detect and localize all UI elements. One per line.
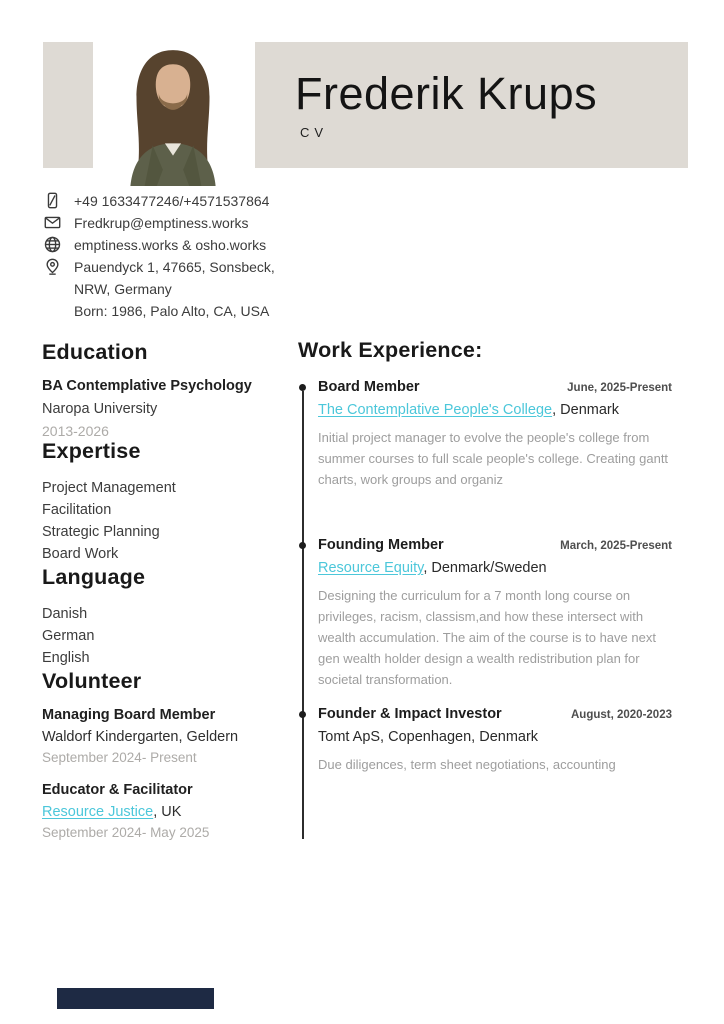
work-dates: June, 2025-Present: [567, 382, 672, 394]
organization: [318, 560, 672, 576]
org-link[interactable]: Resource Justice: [42, 804, 154, 820]
expertise-item: Project Management: [42, 480, 176, 496]
address-line-1: Pauendyck 1, 47665, Sonsbeck,: [74, 259, 275, 275]
language-list: [42, 603, 294, 669]
volunteer-role: Managing Board Member: [42, 707, 216, 723]
volunteer-heading: Volunteer: [42, 669, 142, 693]
education-degree: BA Contemplative Psychology: [42, 378, 252, 394]
work-dates: August, 2020-2023: [571, 709, 672, 722]
email-address: Fredkrup@emptiness.works: [74, 215, 249, 231]
volunteer-dates: September 2024- May 2025: [42, 825, 210, 840]
expertise-item: Strategic Planning: [42, 524, 160, 540]
work-entry-header: [318, 537, 672, 553]
volunteer-role: Educator & Facilitator: [42, 782, 193, 798]
language-item: English: [42, 650, 90, 666]
expertise-item: Board Work: [42, 546, 119, 562]
born-line: Born: 1986, Palo Alto, CA, USA: [74, 303, 270, 319]
work-description: Due diligences, term sheet negotiations, accounting: [318, 757, 616, 773]
expertise-heading: Expertise: [42, 439, 141, 463]
contact-website-row: [44, 234, 354, 256]
work-dates: March, 2025-Present: [560, 540, 672, 553]
org-name: Tomt ApS, Copenhagen, Denmark: [318, 729, 539, 746]
portrait-illustration: [90, 44, 256, 186]
volunteer-entry: [42, 707, 294, 765]
org-suffix: , Denmark/Sweden: [423, 560, 547, 577]
work-description: Initial project manager to evolve the people's college from summer courses to full scale people's college. Creating gantt charts, work groups and organiz: [318, 430, 669, 488]
sidebar-column: [42, 340, 294, 857]
header-accent-block: [43, 42, 93, 168]
education-years: 2013-2026: [42, 423, 109, 439]
org-name: Waldorf Kindergarten, Geldern: [42, 729, 239, 745]
work-entry-header: [318, 379, 672, 395]
address-and-birth: [74, 256, 354, 322]
volunteer-dates: September 2024- Present: [42, 750, 197, 765]
work-entry: [298, 379, 672, 490]
work-entry-header: [318, 706, 672, 722]
work-entry: [298, 706, 672, 775]
phone-number: +49 1633477246/+4571537864: [74, 193, 270, 209]
volunteer-list: [42, 707, 294, 840]
website-urls: emptiness.works & osho.works: [74, 237, 267, 253]
expertise-item: Facilitation: [42, 502, 112, 518]
work-role: Founder & Impact Investor: [318, 706, 502, 723]
footer-accent-bar: [57, 988, 214, 1009]
phone-icon: [44, 192, 61, 209]
contact-email-row: [44, 212, 354, 234]
email-icon: [44, 214, 61, 231]
work-experience-heading: Work Experience:: [298, 338, 483, 362]
education-school: Naropa University: [42, 401, 158, 417]
header-name-block: [255, 42, 688, 168]
organization: [42, 729, 294, 745]
work-timeline: [298, 379, 672, 775]
globe-icon: [44, 236, 61, 253]
volunteer-entry: [42, 782, 294, 840]
organization: [318, 729, 672, 745]
org-link[interactable]: Resource Equity: [318, 560, 424, 577]
profile-photo: [90, 44, 256, 186]
organization: [318, 402, 672, 418]
language-item: German: [42, 628, 95, 644]
address-line-2: NRW, Germany: [74, 281, 172, 297]
org-link[interactable]: The Contemplative People's College: [318, 402, 553, 418]
education-heading: Education: [42, 340, 148, 364]
contact-address-row: [44, 256, 354, 322]
location-icon: [44, 258, 61, 275]
org-suffix: , UK: [153, 804, 182, 820]
work-role: Board Member: [318, 379, 420, 395]
expertise-list: [42, 477, 294, 565]
work-experience-column: [298, 338, 672, 791]
work-description: Designing the curriculum for a 7 month long course on privileges, racism, classism,and how these intersect with wealth accumulation. The aim of the course is to have next gen wealth holder design a wealth redistribution plan for societal transformation.: [318, 588, 656, 688]
language-heading: Language: [42, 565, 146, 589]
cv-subtitle: CV: [300, 124, 329, 140]
work-role: Founding Member: [318, 537, 444, 554]
contact-section: [44, 190, 354, 322]
org-suffix: , Denmark: [552, 402, 619, 418]
organization: [42, 804, 294, 820]
contact-phone-row: [44, 190, 354, 212]
language-item: Danish: [42, 606, 88, 622]
work-entry: [298, 537, 672, 690]
page-title: Frederik Krups: [295, 67, 598, 119]
